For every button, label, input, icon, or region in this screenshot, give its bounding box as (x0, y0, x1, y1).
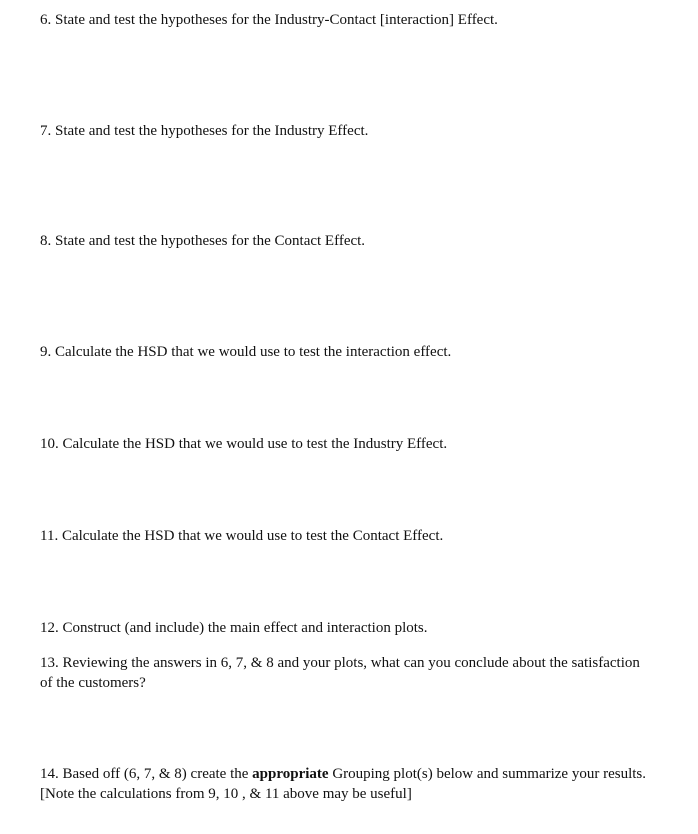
question-14-emphasis: appropriate (252, 766, 329, 782)
question-8: 8. State and test the hypotheses for the Contact Effect. (40, 233, 366, 249)
question-14-text-before: 14. Based off (6, 7, & 8) create the (40, 766, 253, 782)
question-14 (40, 764, 650, 804)
question-10: 10. Calculate the HSD that we would use to test the Industry Effect. (40, 436, 448, 452)
question-9: 9. Calculate the HSD that we would use to test the interaction effect. (40, 344, 452, 360)
question-14-text-after: Grouping plot(s) below and summarize your results. [Note the calculations from 9, 10 , & 11 above may be useful] (40, 766, 647, 802)
question-11: 11. Calculate the HSD that we would use to test the Contact Effect. (40, 528, 444, 544)
question-6: 6. State and test the hypotheses for the Industry-Contact [interaction] Effect. (40, 12, 498, 28)
question-13: 13. Reviewing the answers in 6, 7, & 8 and your plots, what can you conclude about the satisfaction of the customers? (40, 655, 640, 691)
question-7: 7. State and test the hypotheses for the Industry Effect. (40, 123, 369, 139)
question-12: 12. Construct (and include) the main effect and interaction plots. (40, 620, 428, 636)
